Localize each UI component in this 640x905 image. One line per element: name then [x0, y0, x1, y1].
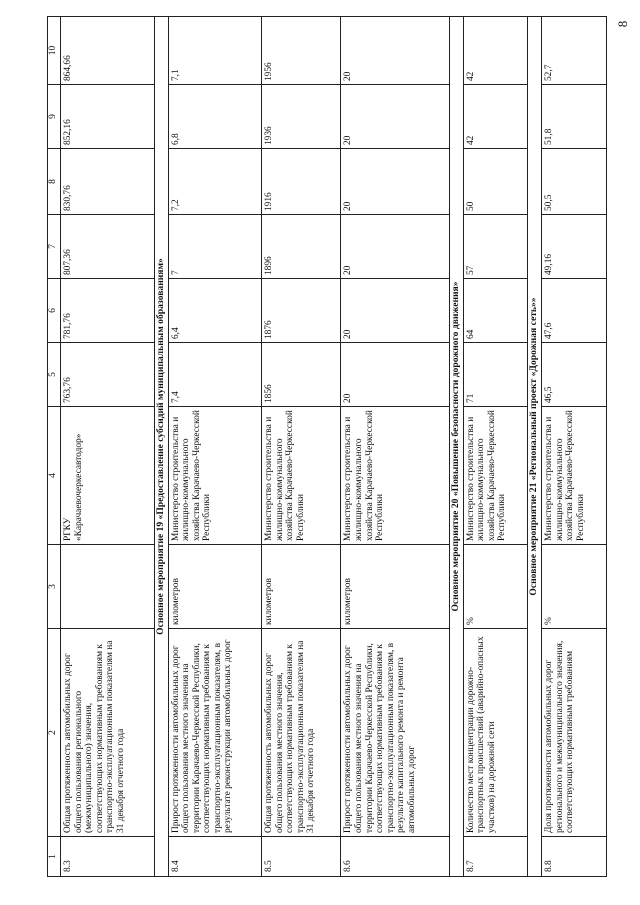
value-cell: 57	[463, 215, 528, 279]
unit-cell: километров	[168, 545, 262, 629]
value-cell: 1896	[262, 215, 341, 279]
header-cell: 7	[48, 215, 61, 279]
executor-cell: Министерство строительства и жилищно-коммунального хозяйства Карачаево-Черкесской Республики	[168, 407, 262, 545]
row-number: 8.5	[262, 837, 341, 877]
executor-cell: Министерство строительства и жилищно-коммунального хозяйства Карачаево-Черкесской Республики	[542, 407, 607, 545]
value-cell: 763,76	[61, 343, 155, 407]
executor-cell: Министерство строительства и жилищно-коммунального хозяйства Карачаево-Черкесской Республики	[341, 407, 449, 545]
unit-cell: километров	[262, 545, 341, 629]
value-cell: 7	[168, 215, 262, 279]
value-cell: 1936	[262, 85, 341, 149]
value-cell: 1876	[262, 279, 341, 343]
header-cell: 5	[48, 343, 61, 407]
value-cell: 6,4	[168, 279, 262, 343]
table-row	[542, 17, 607, 877]
value-cell: 1856	[262, 343, 341, 407]
row-number: 8.8	[542, 837, 607, 877]
unit-cell: %	[463, 545, 528, 629]
section-title: Основное мероприятие 20 «Повышение безопасности дорожного движения»	[449, 17, 463, 877]
row-number: 8.6	[341, 837, 449, 877]
value-cell: 52,7	[542, 17, 607, 85]
table-row	[168, 17, 262, 877]
unit-cell: километров	[341, 545, 449, 629]
table-row	[463, 17, 528, 877]
section-row	[449, 17, 463, 877]
header-cell: 2	[48, 629, 61, 837]
value-cell: 20	[341, 85, 449, 149]
value-cell: 50,5	[542, 149, 607, 215]
indicator-name: Общая протяженность автомобильных дорог общего пользования местного значения, соответствующих нормативным требованиям к транспортно-эксплуатационным показателям на 31 декабря отчетного года	[262, 629, 341, 837]
value-cell: 781,76	[61, 279, 155, 343]
value-cell: 1916	[262, 149, 341, 215]
row-number: 8.4	[168, 837, 262, 877]
value-cell: 20	[341, 343, 449, 407]
header-cell: 1	[48, 837, 61, 877]
value-cell: 807,36	[61, 215, 155, 279]
value-cell: 864,66	[61, 17, 155, 85]
unit-cell: %	[542, 545, 607, 629]
value-cell: 7,2	[168, 149, 262, 215]
indicator-name: Количество мест концентрации дорожно-транспортных происшествий (аварийно-опасных участков) на дорожной сети	[463, 629, 528, 837]
section-title: Основное мероприятие 21 «Региональный проект «Дорожная сеть»»	[528, 17, 542, 877]
indicator-name: Прирост протяженности автомобильных дорог общего пользования местного значения на территории Карачаево-Черкесской Республики, соответствующих нормативным требованиям к транспортно-эксплуатационным показателям, в результате реконструкции автомобильных дорог	[168, 629, 262, 837]
header-cell: 3	[48, 545, 61, 629]
value-cell: 71	[463, 343, 528, 407]
value-cell: 1956	[262, 17, 341, 85]
executor-cell: РГКУ «Карачаевочеркесавтодор»	[61, 407, 155, 545]
value-cell: 42	[463, 17, 528, 85]
header-cell: 9	[48, 85, 61, 149]
indicator-name: Доля протяженности автомобильных дорог регионального и межмуниципального значения, соответствующих нормативным требованиям	[542, 629, 607, 837]
indicators-table	[47, 16, 607, 877]
value-cell: 42	[463, 85, 528, 149]
value-cell: 51,8	[542, 85, 607, 149]
header-cell: 8	[48, 149, 61, 215]
indicator-name: Общая протяженность автомобильных дорог общего пользования регионального (межмуниципального) значения, соответствующих нормативным требованиям к транспортно-эксплуатационным показателям на 31 декабря отчетного года	[61, 629, 155, 837]
section-title: Основное мероприятие 19 «Предоставление субсидий муниципальным образованиям»	[154, 17, 168, 877]
unit-cell	[61, 545, 155, 629]
value-cell: 20	[341, 215, 449, 279]
section-row	[154, 17, 168, 877]
value-cell: 20	[341, 279, 449, 343]
section-row	[528, 17, 542, 877]
value-cell: 852,16	[61, 85, 155, 149]
value-cell: 49,16	[542, 215, 607, 279]
table-row	[262, 17, 341, 877]
value-cell: 7,1	[168, 17, 262, 85]
value-cell: 47,6	[542, 279, 607, 343]
page-number: 8	[615, 20, 630, 28]
indicator-name: Прирост протяженности автомобильных дорог общего пользования местного значения на территории Карачаево-Черкесской Республики, соответствующих нормативным требованиям к транспортно-эксплуатационным показателям, в результате капитального ремонта и ремонта автомобильных дорог	[341, 629, 449, 837]
table-row	[341, 17, 449, 877]
table-row	[61, 17, 155, 877]
header-cell: 4	[48, 407, 61, 545]
rotated-table-container	[47, 17, 607, 877]
row-number: 8.3	[61, 837, 155, 877]
value-cell: 7,4	[168, 343, 262, 407]
value-cell: 20	[341, 149, 449, 215]
executor-cell: Министерство строительства и жилищно-коммунального хозяйства Карачаево-Черкесской Республики	[262, 407, 341, 545]
value-cell: 830,76	[61, 149, 155, 215]
header-cell: 6	[48, 279, 61, 343]
value-cell: 6,8	[168, 85, 262, 149]
executor-cell: Министерство строительства и жилищно-коммунального хозяйства Карачаево-Черкесской Республики	[463, 407, 528, 545]
value-cell: 64	[463, 279, 528, 343]
value-cell: 46,5	[542, 343, 607, 407]
value-cell: 20	[341, 17, 449, 85]
value-cell: 50	[463, 149, 528, 215]
header-cell: 10	[48, 17, 61, 85]
row-number: 8.7	[463, 837, 528, 877]
header-row	[48, 17, 61, 877]
